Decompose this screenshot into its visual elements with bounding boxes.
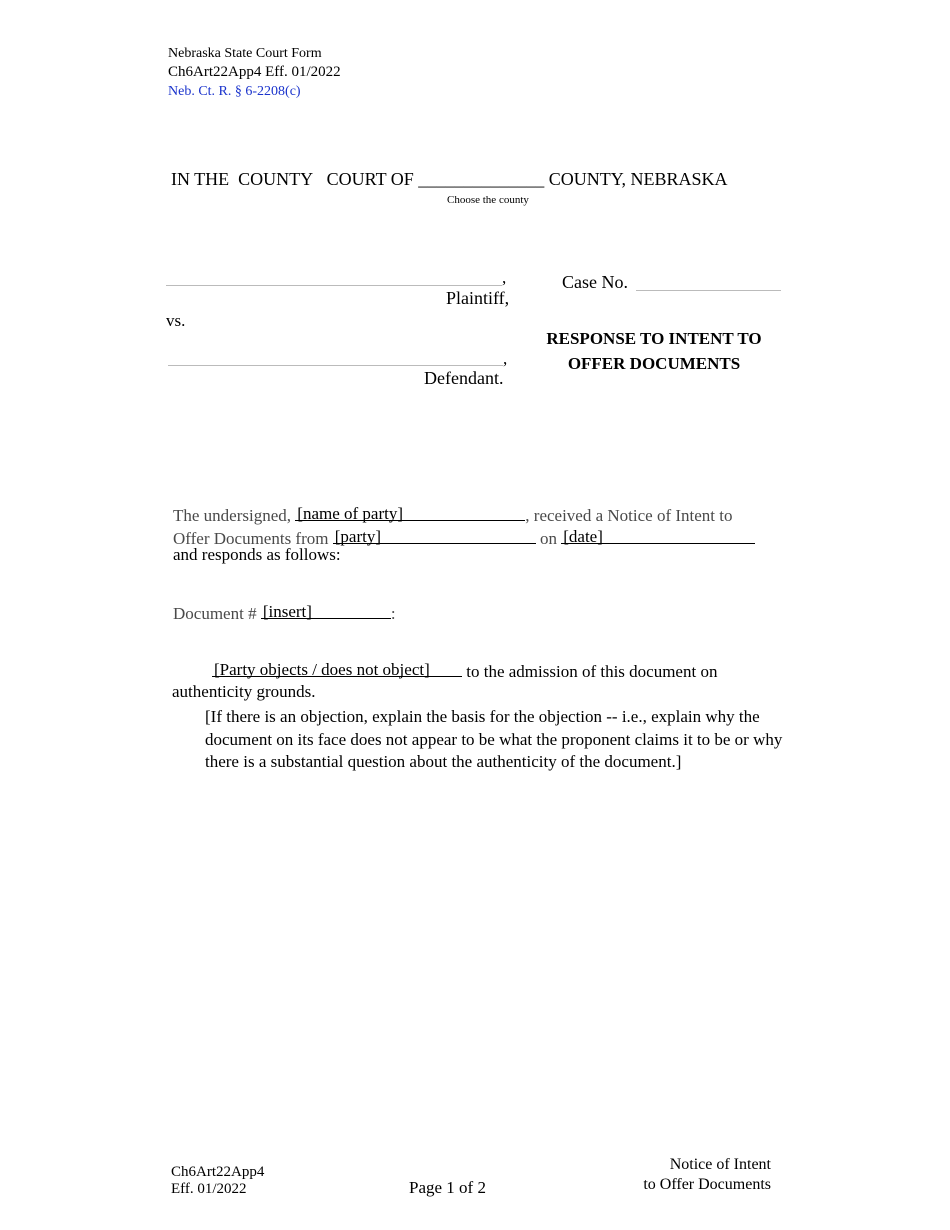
vs-label: vs. <box>166 311 186 330</box>
form-id: Ch6Art22App4 Eff. 01/2022 <box>168 64 341 80</box>
name-of-party-field[interactable] <box>295 500 525 521</box>
footer-title-line1: Notice of Intent <box>669 1156 771 1173</box>
plaintiff-comma: , <box>502 268 507 287</box>
rule-link[interactable]: Neb. Ct. R. § 6-2208(c) <box>168 84 301 99</box>
case-no-label: Case No. <box>562 272 628 292</box>
plaintiff-name-field[interactable] <box>166 285 502 286</box>
undersigned-text: The undersigned, <box>173 506 292 525</box>
footer-form-id: Ch6Art22App4 <box>171 1164 265 1180</box>
in-the-text: IN THE <box>171 169 230 189</box>
received-text: , received a Notice of Intent to <box>525 506 733 525</box>
choose-county-hint: Choose the county <box>447 194 529 206</box>
objection-value: [Party objects / does not object] <box>214 660 430 679</box>
case-no-field[interactable] <box>636 290 781 291</box>
objection-explanation-field[interactable]: [If there is an objection, explain the basis for the objection -- i.e., explain why the document on its face does not appear to be what the proponent claims it to be or why there is a substantial question about the authenticity of the document.] <box>205 707 783 771</box>
offer-from-text: Offer Documents from <box>173 529 329 548</box>
grounds-text: authenticity grounds. <box>172 682 316 701</box>
document-number-label: Document # <box>173 604 257 623</box>
footer-title-line2: to Offer Documents <box>643 1176 771 1193</box>
objection-line <box>212 656 717 682</box>
county-field[interactable]: ______________ <box>418 169 545 189</box>
court-heading <box>171 169 727 190</box>
from-party-field[interactable] <box>333 523 536 544</box>
plaintiff-label: Plaintiff, <box>446 288 510 308</box>
page-number: Page 1 of 2 <box>409 1178 486 1197</box>
date-field[interactable] <box>561 523 755 544</box>
admission-text: to the admission of this document on <box>466 662 718 681</box>
document-number-field[interactable] <box>261 598 391 619</box>
on-text: on <box>539 529 557 548</box>
court-of-text: COURT OF <box>326 169 414 189</box>
defendant-label: Defendant. <box>424 368 504 388</box>
from-party-value: [party] <box>334 527 381 546</box>
objection-select[interactable] <box>212 656 462 677</box>
document-title-line2: OFFER DOCUMENTS <box>567 354 741 373</box>
defendant-comma: , <box>503 349 508 368</box>
defendant-name-field[interactable] <box>168 365 503 366</box>
county-nebraska-text: COUNTY, NEBRASKA <box>548 169 728 189</box>
document-number-line <box>173 598 396 624</box>
date-value: [date] <box>563 527 603 546</box>
responds-text: and responds as follows: <box>173 545 341 564</box>
colon-text: : <box>390 604 396 623</box>
name-of-party-value: [name of party] <box>297 504 404 523</box>
document-title-line1: RESPONSE TO INTENT TO <box>546 329 762 348</box>
document-number-value: [insert] <box>262 602 312 621</box>
footer-eff-date: Eff. 01/2022 <box>171 1181 247 1197</box>
form-name: Nebraska State Court Form <box>168 46 322 61</box>
court-type-select[interactable]: COUNTY <box>238 169 314 189</box>
